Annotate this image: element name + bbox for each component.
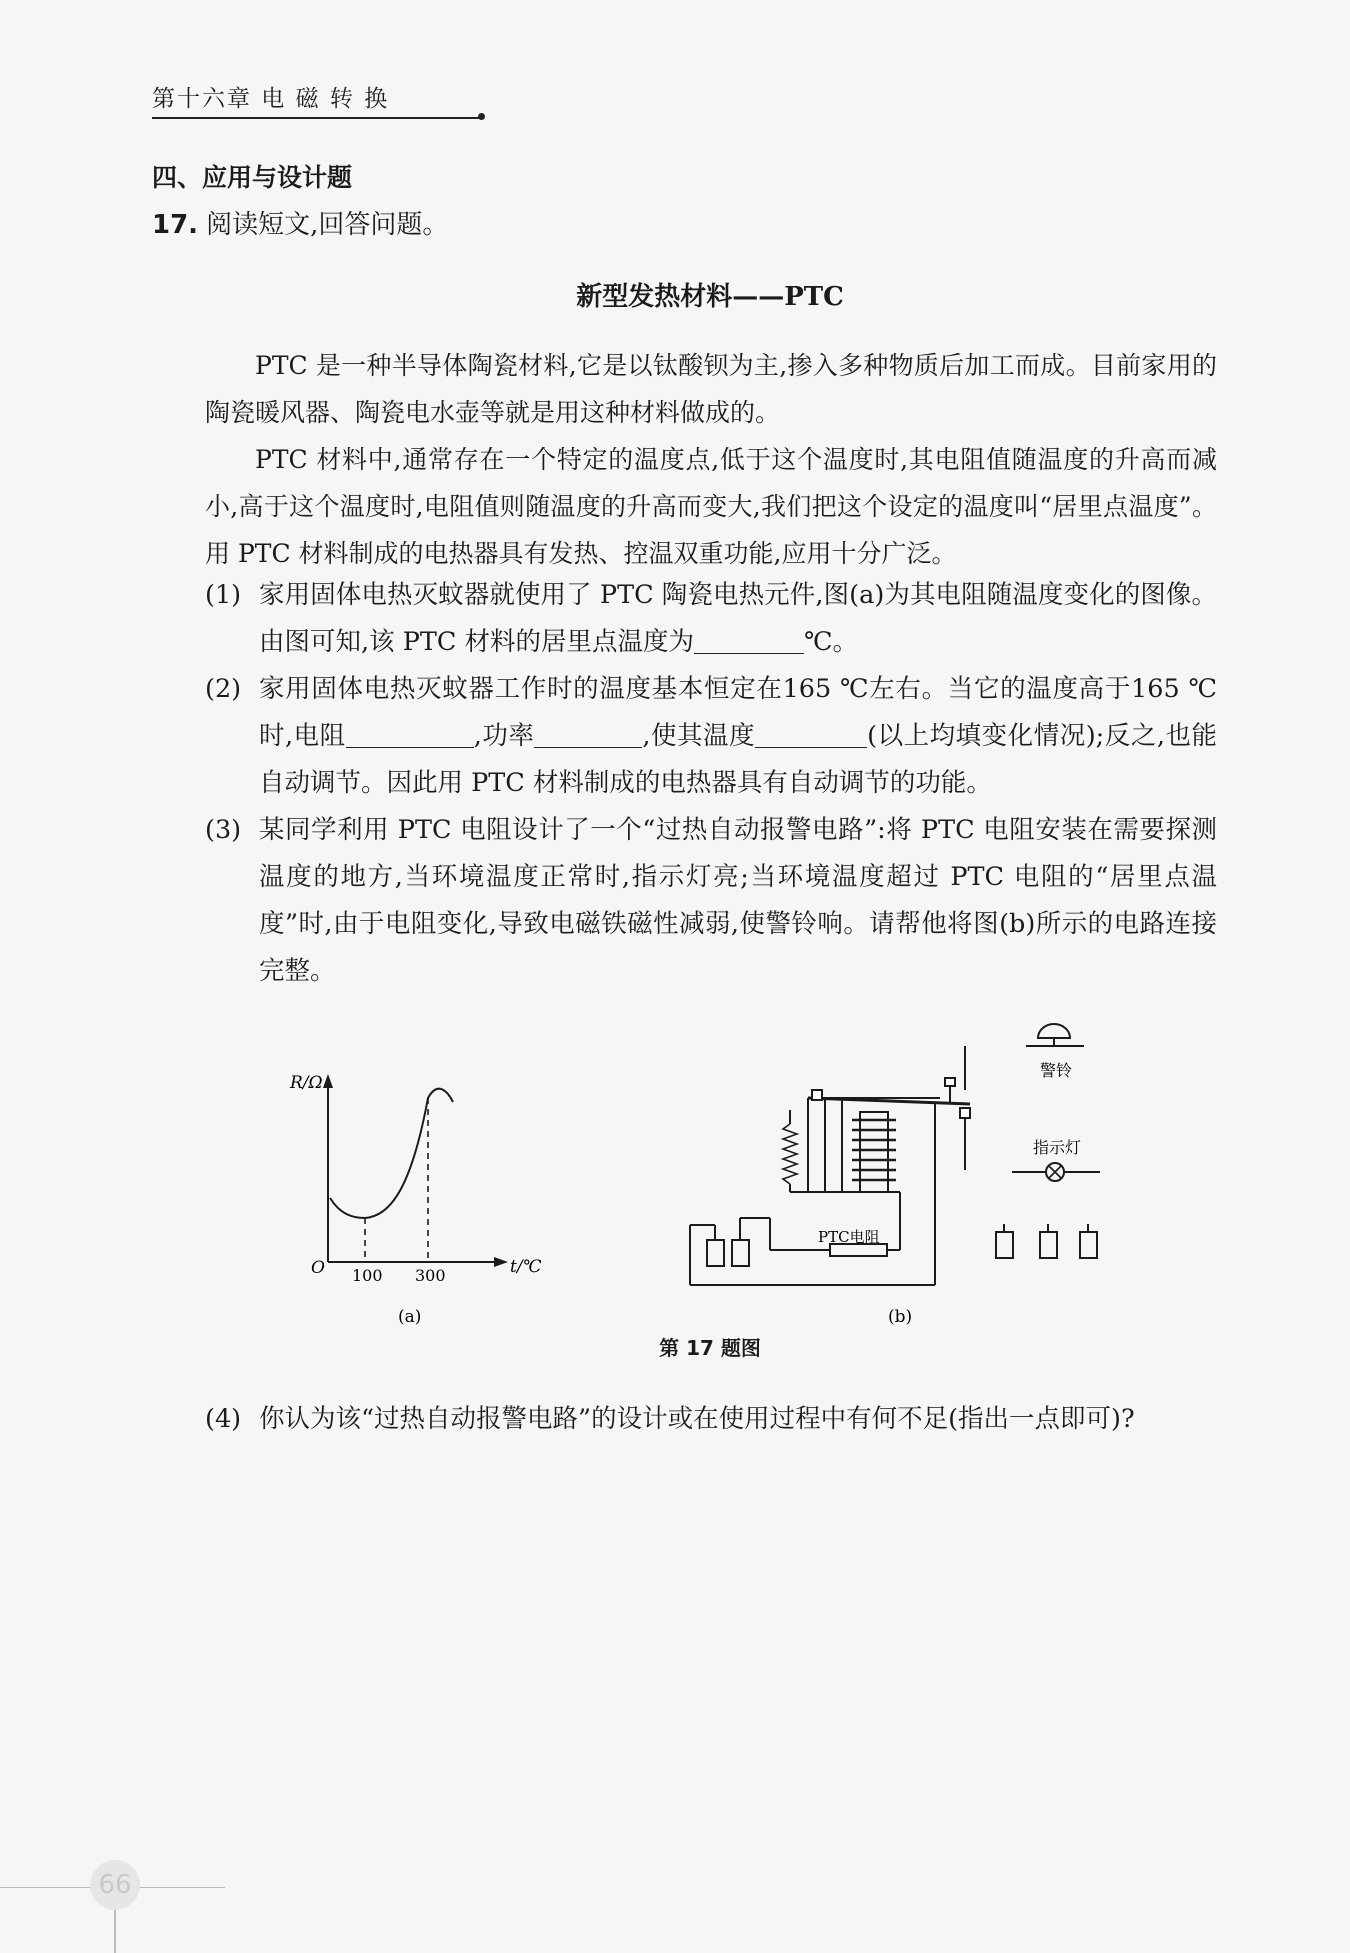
lower-contact bbox=[960, 1108, 970, 1118]
battery-4 bbox=[1040, 1232, 1057, 1258]
graph-a bbox=[323, 1074, 508, 1267]
ptc-label: PTC电阻 bbox=[818, 1228, 880, 1246]
tick-label-300: 300 bbox=[415, 1266, 446, 1285]
figure-caption: 第 17 题图 bbox=[659, 1336, 761, 1360]
sub-question-text: ,功率 bbox=[473, 721, 535, 751]
battery-5 bbox=[1080, 1232, 1097, 1258]
sub-question-number: (1) bbox=[205, 580, 242, 610]
resistance-curve bbox=[330, 1089, 453, 1218]
x-axis-label: t/℃ bbox=[510, 1257, 542, 1277]
sub-question-number: (3) bbox=[205, 815, 242, 845]
article-title: 新型发热材料——PTC bbox=[576, 282, 844, 312]
y-axis-label: R/Ω bbox=[290, 1073, 323, 1093]
x-axis-arrow bbox=[494, 1257, 508, 1267]
sub-question-number: (4) bbox=[205, 1404, 242, 1434]
chapter-header: 第十六章 电 磁 转 换 bbox=[152, 86, 390, 112]
sub-question-text: ℃。 bbox=[804, 627, 859, 657]
page-number: 66 bbox=[90, 1860, 140, 1910]
sub-question-number: (2) bbox=[205, 674, 242, 704]
bell-label: 警铃 bbox=[1040, 1061, 1073, 1080]
battery-2 bbox=[732, 1240, 749, 1266]
sub-question-text: 家用固体电热灭蚊器工作时的温度基本恒定在165 ℃左右。当它的温度高于165 ℃时,电阻 bbox=[259, 674, 1217, 751]
question-number: 17. bbox=[152, 210, 199, 240]
y-axis-arrow bbox=[323, 1074, 333, 1088]
upper-contact bbox=[945, 1078, 955, 1086]
graph-a-label: (a) bbox=[398, 1307, 422, 1327]
question-prompt: 阅读短文,回答问题。 bbox=[206, 210, 449, 240]
lamp-label: 指示灯 bbox=[1033, 1138, 1082, 1157]
sub-question-4 bbox=[205, 1396, 1217, 1443]
sub-question-text: ,使其温度 bbox=[642, 721, 756, 751]
sub-question-text: 你认为该“过热自动报警电路”的设计或在使用过程中有何不足(指出一点即可)? bbox=[259, 1404, 1135, 1434]
spring bbox=[783, 1124, 797, 1184]
article-paragraph: PTC 是一种半导体陶瓷材料,它是以钛酸钡为主,掺入多种物质后加工而成。目前家用的陶瓷暖风器、陶瓷电水壶等就是用这种材料做成的。 bbox=[205, 351, 1217, 427]
bell-dome bbox=[1038, 1024, 1070, 1038]
sub-question-text: 家用固体电热灭蚊器就使用了 PTC 陶瓷电热元件,图(a)为其电阻随温度变化的图像。由图可知,该 PTC 材料的居里点温度为 bbox=[259, 580, 1217, 657]
origin-label: O bbox=[311, 1258, 325, 1278]
battery-3 bbox=[996, 1232, 1013, 1258]
lamp-cross bbox=[1049, 1166, 1061, 1178]
circuit-b-label: (b) bbox=[888, 1307, 913, 1327]
sub-question-text: 某同学利用 PTC 电阻设计了一个“过热自动报警电路”:将 PTC 电阻安装在需要探测温度的地方,当环境温度正常时,指示灯亮;当环境温度超过 PTC 电阻的“居里点温度”时,由于电阻变化,导致电磁铁磁性减弱,使警铃响。请帮他将图(b)所示的电路连接完整。 bbox=[259, 815, 1217, 986]
tick-label-100: 100 bbox=[352, 1266, 383, 1285]
section-title: 四、应用与设计题 bbox=[152, 163, 353, 192]
battery-1 bbox=[707, 1240, 724, 1266]
article-paragraph: PTC 材料中,通常存在一个特定的温度点,低于这个温度时,其电阻值随温度的升高而减小,高于这个温度时,电阻值则随温度的升高而变大,我们把这个设定的温度叫“居里点温度”。用 PTC 材料制成的电热器具有发热、控温双重功能,应用十分广泛。 bbox=[205, 445, 1217, 568]
electromagnet-coil bbox=[852, 1120, 896, 1180]
pivot bbox=[812, 1090, 822, 1100]
sub-question-text: (以上均填变化情况);反之,也能自动调节。因此用 PTC 材料制成的电热器具有自动调节的功能。 bbox=[259, 721, 1217, 798]
